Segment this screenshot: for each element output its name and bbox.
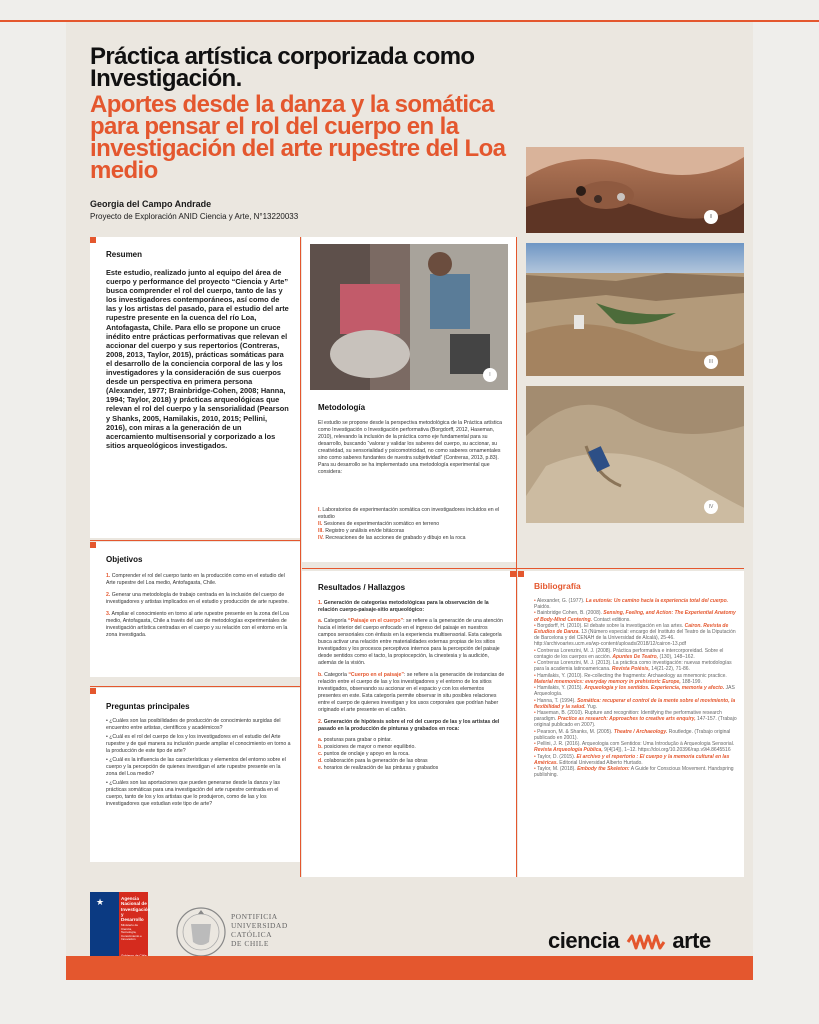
resultados-body xyxy=(318,600,506,772)
poster-subtitle: Aportes desde la danza y la somática para pensar el rol del cuerpo en la investigación del arte rupestre del Loa medio xyxy=(90,91,506,184)
bibliografia-heading: Bibliografía xyxy=(534,581,581,591)
bibliography-ref: • Pearson, M. & Shanks, M. (2005). Theatre / Archaeology. Routledge. (Trabajo original publicado en 2001). xyxy=(534,728,731,741)
metodologia-item: II. Sesiones de experimentación somático en terreno xyxy=(318,521,440,527)
divider-line xyxy=(300,237,301,877)
preguntas-dot xyxy=(90,688,96,694)
poster-title: Práctica artística corporizada como Investigación. xyxy=(90,43,475,92)
bottom-bar xyxy=(66,956,753,980)
divider-line xyxy=(90,686,300,687)
bibliography-ref: • Taylor, D. (2015). El archivo y el repertorio : El cuerpo y la memoria cultural en las Américas. Editorial Universidad Alberto Hurtado. xyxy=(534,753,730,766)
bibliography-ref: • Hamilakis, Y. (2015). Arqueología y los sentidos. Experiencia, memoria y afecto. JAS Arqueología. xyxy=(534,685,735,698)
pregunta-item: • ¿Cuáles son las posibilidades de producción de conocimiento surgidas del encuentro entre artistas, científicos y académicos? xyxy=(106,718,281,731)
objetivos-list xyxy=(106,573,292,639)
photo-i xyxy=(310,244,508,390)
resultados-list-item: a. posturas para grabar o pintar. xyxy=(318,737,392,743)
metodologia-item: III. Registro y análisis en/de bitácoras xyxy=(318,528,405,534)
metodologia-text: El estudio se propone desde la perspectiva metodológica de la Práctica artística como Investigación o Investigación performativa (Borgdorff, 2012, Haseman, 2010), relevando la inclusión de la práctica como eje fundamental para su desarrollo, buscando “valorar y validar los saberes del cuerpo, su accionar, su creatividad, su sensorialidad y psicomotricidad, no como saberes ornamentales sino como saberes fundantes de nuestra subjetividad” (Contreras, 2013, p.83). Para su desarrollo se ha implementado una metodología experimental que considera: xyxy=(318,420,502,475)
metodologia-item: I. Laboratorios de experimentación somática con investigadores incluidos en el estudio xyxy=(318,507,500,520)
pregunta-item: • ¿Cuál es el rol del cuerpo de los y los investigadores en el estudio del Arte rupestre y de qué manera su inclusión puede ampliar el conocimiento en torno a la producción de este tipo de arte? xyxy=(106,734,291,754)
photo-i-badge: I xyxy=(483,368,497,382)
photo-ii xyxy=(526,147,744,233)
project-name: Proyecto de Exploración ANID Ciencia y Arte, N°13220033 xyxy=(90,212,299,221)
resumen-text: Este estudio, realizado junto al equipo del área de cuerpo y performance del proyecto “Ciencia y Arte” busca comprender el rol del cuerpo, tanto de las y los investigadores contemporáneos, así como de las y los artistas del pasado, para el estudio del arte rupestre presente en la cuenca del río Loa, Antofagasta, Chile. Para ello se propone un cruce inédito entre prácticas performativas que relevan el accionar del cuerpo y sus repertorios (Contreras, 2008, 2013, Taylor, 2015), prácticas somáticas para el desarrollo de la conciencia corporal de las y los investigadores y la consideración de sus cuerpos desde un perspectiva en primera persona (Alexander, 1977; Brainbridge-Cohen, 2008; Hanna, 1994; Taylor, 2018) y prácticas arqueológicas que relevan el rol del cuerpo y la sensorialidad (Pearson y Shanks, 2005, Hamilakis, 2010, 2015; Pellini, 2016), con miras a la generación de un acercamiento multisensorial y corporizado a los sitios arqueológicos investigados. xyxy=(106,268,289,450)
pregunta-item: • ¿Cuál es la influencia de las características y elementos del entorno sobre el cuerpo y la percepción de quienes investigan el arte rupestre presente en la zona del Loa medio? xyxy=(106,757,286,777)
bibliography-ref: • Taylor, M. (2018). Embody the Skeleton: A Guide for Conscious Movement. Handspring publishing. xyxy=(534,766,734,779)
bibliography-ref: • Hanna, T. (1994). Somática: recuperar el control de la mente sobre el movimiento, la flexibilidad y la salud. Yug. xyxy=(534,697,736,710)
resultados-list-item: b. posiciones de mayor o menor equilibrio. xyxy=(318,744,416,750)
bibliography-ref: • Contreras Lorenzini, M. J. (2008). Práctica performativa e intercorporeidad. Sobre el contagio de los cuerpos en acción. Apuntes De Teatro, (130), 148–162. xyxy=(534,647,724,660)
resultados-list-item: e. horarios de realización de las pinturas y grabados xyxy=(318,765,439,771)
resultados-sub1: 1. Generación de categorías metodológicas para la observación de la relación cuerpo-paisaje-sitio arqueológico: xyxy=(318,600,489,613)
resultados-list-item: c. puntos de onclaje y apoyo en la roca. xyxy=(318,751,410,757)
wave-icon xyxy=(626,933,666,951)
objetivo-item: 2. Generar una metodología de trabajo centrada en la inclusión del cuerpo de investigadores y artistas implicados en el estudio y producción de arte rupestre. xyxy=(106,592,289,605)
objetivos-heading: Objetivos xyxy=(106,555,143,564)
photo-ii-badge: II xyxy=(704,210,718,224)
uc-seal-icon xyxy=(176,904,226,960)
resumen-heading: Resumen xyxy=(106,250,143,259)
metodologia-item: IV. Recreaciones de las acciones de grabado y dibujo en la roca xyxy=(318,535,466,541)
anid-star-icon: ★ xyxy=(96,897,105,907)
bibliografia-dot xyxy=(518,571,524,577)
bibliography-ref: • Borgdorff, H. (2010). El debate sobre la investigación en las artes. Cairon. Revista de Estudios de Danza. 13 (Número especial: encargo del Instituto del Teatro de la Diputación de Barcelona y del CENAH de la Universidad de Alcalá), 25-46. http://archivoartes.ucm.es/wp-content/uploads/2018/12/cairon-13.pdf xyxy=(534,622,736,648)
objetivo-item: 1. Comprender el rol del cuerpo tanto en la producción como en el estudio del Arte rupestre del Loa medio, Antofagasta, Chile. xyxy=(106,573,285,586)
divider-line xyxy=(90,540,300,541)
bibliography-ref: • Contreras Lorenzini, M. J. (2013). La práctica como investigación: nuevas metodologías para la academia latinoamericana. Revista Poiésis, 14(21-22), 71-86. xyxy=(534,660,732,673)
ciencia-arte-logo: ciencia arte xyxy=(548,928,711,953)
bibliography-ref: • Alexander, G. (1977). La eutonía: Un camino hacia la experiencia total del cuerpo. Paidós. xyxy=(534,598,729,611)
bibliography-ref: • Haseman, B. (2010). Rupture and recognition: Identifying the performative research paradigm. Practice as research: Approaches to creative arts enquiry, 147-157. (Trabajo original publicado en 2007). xyxy=(534,710,737,729)
metodologia-list xyxy=(318,507,504,542)
uc-wordmark: PONTIFICIA UNIVERSIDAD CATÓLICA DE CHILE xyxy=(231,912,288,948)
bibliography-ref: • Hamilakis, Y. (2010). Re-collecting the fragments: Archaeology as mnemonic practice. Material mnemonics: everyday memory in prehistoric Europe, 188-199. xyxy=(534,672,727,685)
resumen-dot xyxy=(90,237,96,243)
resultados-list-item: d. colaboración para la generación de las obras xyxy=(318,758,428,764)
objetivos-dot xyxy=(90,542,96,548)
bibliografia-list xyxy=(534,598,738,779)
bibliography-ref: • Bainbridge Cohen, B. (2008). Sensing, Feeling, and Action: The Experiential Anatomy of Body-Mind Centering. Contact editions. xyxy=(534,610,736,623)
pregunta-item: • ¿Cuáles son las aportaciones que pueden generarse desde la danza y las prácticas somáticas para una investigación del arte rupestre centrada en el cuerpo, tanto de los y los artistas que lo produjeron, como de las y los investigadores que estudian este tipo de arte? xyxy=(106,780,280,807)
bibliography-ref: • Pellini, J. R. (2016). Arqueologia com Sentidos: Uma Introdução à Arqueologia Sensorial. Revista Arqueologia Pública, 9(4[14]), 1–12. https://doi.org/10.20396/rap.v9i4.8645516 xyxy=(534,741,735,754)
photo-i-image xyxy=(310,244,508,390)
divider-line xyxy=(302,568,744,569)
resultados-cat-a: a. Categoría “Paisaje en el cuerpo”: se refiere a la generación de una atención hacia el interior del cuerpo enfocado en el ingreso del paisaje en nuestros campos sensoriales con énfasis en la experiencia multisensorial. Esta categoría busca activar una relación entre materialidades externas propias de los sitios investigados y los procesos perceptivos internos para la percepción del paisaje desde sentidos como el tacto, la propiocepción, la cinestesia y la audición, además de la visión. xyxy=(318,618,503,666)
resultados-sub2: 2. Generación de hipótesis sobre el rol del cuerpo de las y los artistas del pasado en la producción de pinturas y grabados en roca: xyxy=(318,719,500,732)
anid-text: Agencia Nacional de Investigación y Desarrollo Ministerio de Ciencia, Tecnología, Conocimiento e Innovación xyxy=(121,896,151,942)
preguntas-list xyxy=(106,718,292,808)
resultados-heading: Resultados / Hallazgos xyxy=(318,583,406,592)
anid-logo xyxy=(90,892,151,964)
author-name: Georgia del Campo Andrade xyxy=(90,199,212,209)
photo-iv xyxy=(526,386,744,523)
divider-line xyxy=(516,237,517,877)
photo-iii xyxy=(526,243,744,376)
photo-iv-badge: IV xyxy=(704,500,718,514)
photo-iii-badge: III xyxy=(704,355,718,369)
preguntas-heading: Preguntas principales xyxy=(106,702,190,711)
metodologia-heading: Metodología xyxy=(318,403,366,412)
resultados-cat-b: b. Categoría “Cuerpo en el paisaje”: se refiere a la generación de instancias de relación entre el cuerpo de las y los investigadores y el entorno de los sitios investigados, observando su accionar en el espacio y con los elementos presentes en este. Esta categoría permite observar in situ posibles relaciones entre el cuerpo de quienes investigan y los usos corporales que podrían haber originado el arte presente en el cañón. xyxy=(318,672,505,713)
objetivo-item: 3. Ampliar el conocimiento en torno al arte rupestre presente en la zona del Loa medio, Antofagasta, Chile a través del uso de metodologías experimentales de investigación artística centradas en el cuerpo y su relación con el entorno en la zona investigada. xyxy=(106,611,289,638)
